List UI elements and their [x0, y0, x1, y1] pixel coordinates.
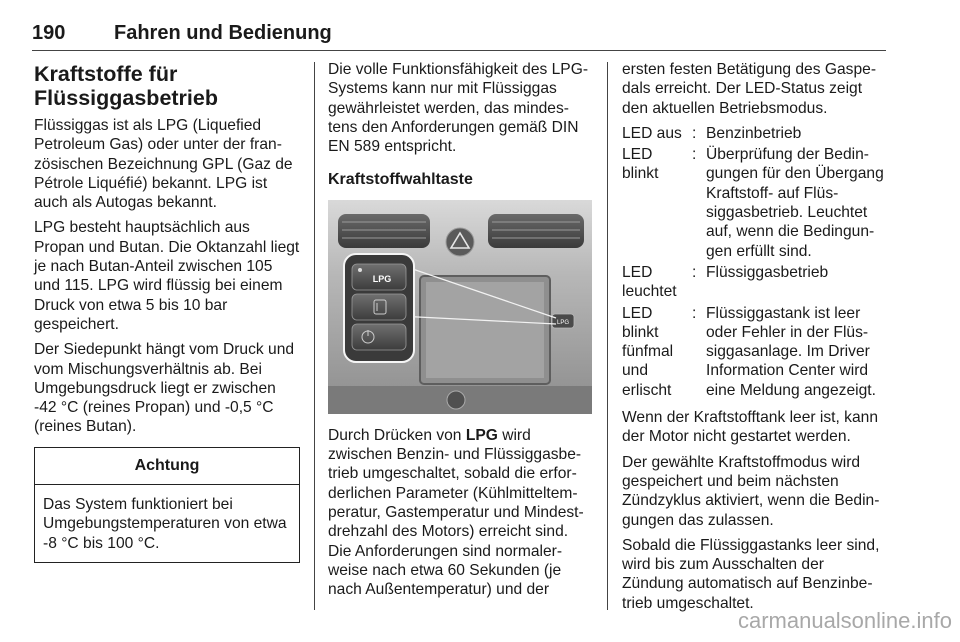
- text-lpg-bold: LPG: [465, 426, 498, 444]
- subheading-fuel-button: Kraftstoffwahltaste: [328, 171, 473, 189]
- inset-lpg-label: LPG: [372, 273, 392, 284]
- paragraph-auto-switch: Sobald die Flüssiggastanks leer sind, wird bis zum Ausschalten der Zündung automatisch auf Benzinbetrieb umgeschaltet.: [622, 536, 880, 612]
- warning-title: Achtung: [35, 448, 299, 485]
- heading-line-2: Flüssiggasbetrieb: [34, 86, 218, 110]
- paragraph-lpg-composition: LPG besteht hauptsächlich aus Propan und Butan. Die Oktanzahl liegt je nach Butan-Anteil zwischen 105 und 115. LPG wird flüssig bei einem Druck von etwa 5 bis 10 bar gespeichert.: [34, 219, 300, 333]
- led-status-table: [622, 124, 888, 402]
- paragraph-tank-empty: Wenn der Kraftstofftank leer ist, kann der Motor nicht gestartet werden.: [622, 409, 878, 446]
- paragraph-lpg-intro: Flüssiggas ist als LPG (Liquefied Petroleum Gas) oder unter der französischen Bezeichnung GPL (Gaz de Pétrole Liquéfié) bekannt. LPG ist auch als Autogas bekannt.: [34, 117, 293, 212]
- volume-knob: [447, 391, 465, 409]
- heading-line-1: Kraftstoffe für: [34, 62, 178, 86]
- paragraph-boiling-point: Der Siedepunkt hängt vom Druck und vom Mischungsverhältnis ab. Bei Umgebungsdruck liegt er zwischen -42 °C (reines Propan) und -0,5 °C (reines Butan).: [34, 341, 295, 436]
- led-indicator: [358, 268, 362, 272]
- watermark: carmanualsonline.info: [737, 608, 952, 633]
- led-sep: :: [692, 146, 697, 164]
- paragraph-gas-pedal: ersten festen Betätigung des Gaspedals erreicht. Der LED-Status zeigt den aktuellen Betriebsmodus.: [622, 61, 877, 117]
- zoom-inset: [344, 254, 414, 362]
- column-1: [34, 60, 300, 563]
- hazard-icon: [446, 228, 474, 256]
- warning-body: Das System funktioniert bei Umgebungstemperaturen von etwa -8 °C bis 100 °C.: [43, 496, 287, 552]
- text-before-bold: Durch Drücken von: [328, 426, 466, 444]
- led-sep: :: [692, 304, 697, 322]
- paragraph-lpg-system: Die volle Funktionsfähigkeit des LPG-Systems kann nur mit Flüssiggas gewährleistet werden, das mindestens den Anforderungen gemäß DIN EN 589 entspricht.: [328, 61, 589, 156]
- column-divider-1: [314, 62, 315, 610]
- column-3: [622, 60, 888, 619]
- led-desc: Überprüfung der Bedingungen für den Übergang Kraftstoff- auf Flüssiggasbetrieb. Leuchtet auf, wenn die Bedingungen erfüllt sind.: [706, 146, 884, 260]
- paragraph-mode-saved: Der gewählte Kraftstoffmodus wird gespeichert und beim nächsten Zündzyklus aktiviert, wenn die Bedingungen das zulassen.: [622, 453, 880, 529]
- led-desc: Flüssiggasbetrieb: [706, 263, 829, 281]
- section-title: Fahren und Bedienung: [114, 22, 332, 44]
- right-air-vent: [488, 214, 584, 248]
- dashboard-lpg-button: [552, 314, 574, 328]
- led-term: LED blinkt fünfmal und erlischt: [622, 304, 674, 399]
- page-header: [32, 18, 886, 51]
- column-2: [328, 60, 592, 605]
- led-desc: Benzinbetrieb: [706, 124, 802, 142]
- led-sep: :: [692, 124, 697, 142]
- led-desc: Flüssiggastank ist leer oder Fehler in der Flüssiggasanlage. Im Driver Information Center wird eine Meldung angezeigt.: [706, 304, 876, 399]
- led-term: LED blinkt: [622, 146, 659, 183]
- warning-box: [34, 447, 300, 563]
- text-after-bold: wird zwischen Benzin- und Flüssiggasbetrieb umgeschaltet, sobald die erforderlichen Parameter (Kühlmitteltemperatur, Gastemperatur und Mindestdrehzahl des Motors) erreicht sind. Die Anforderungen sind normalerweise nach etwa 60 Sekunden (je nach Außentemperatur) und der: [328, 426, 584, 599]
- page-number: 190: [32, 22, 66, 44]
- dashboard-photo: [328, 200, 592, 414]
- dashboard-lpg-label: LPG: [556, 319, 570, 326]
- column-divider-2: [607, 62, 608, 610]
- led-sep: :: [692, 263, 697, 281]
- heading-kraftstoffe: [34, 62, 300, 110]
- led-term: LED aus: [622, 124, 682, 142]
- paragraph-lpg-button: [328, 426, 592, 600]
- led-term: LED leuchtet: [622, 263, 677, 301]
- left-air-vent: [338, 214, 430, 248]
